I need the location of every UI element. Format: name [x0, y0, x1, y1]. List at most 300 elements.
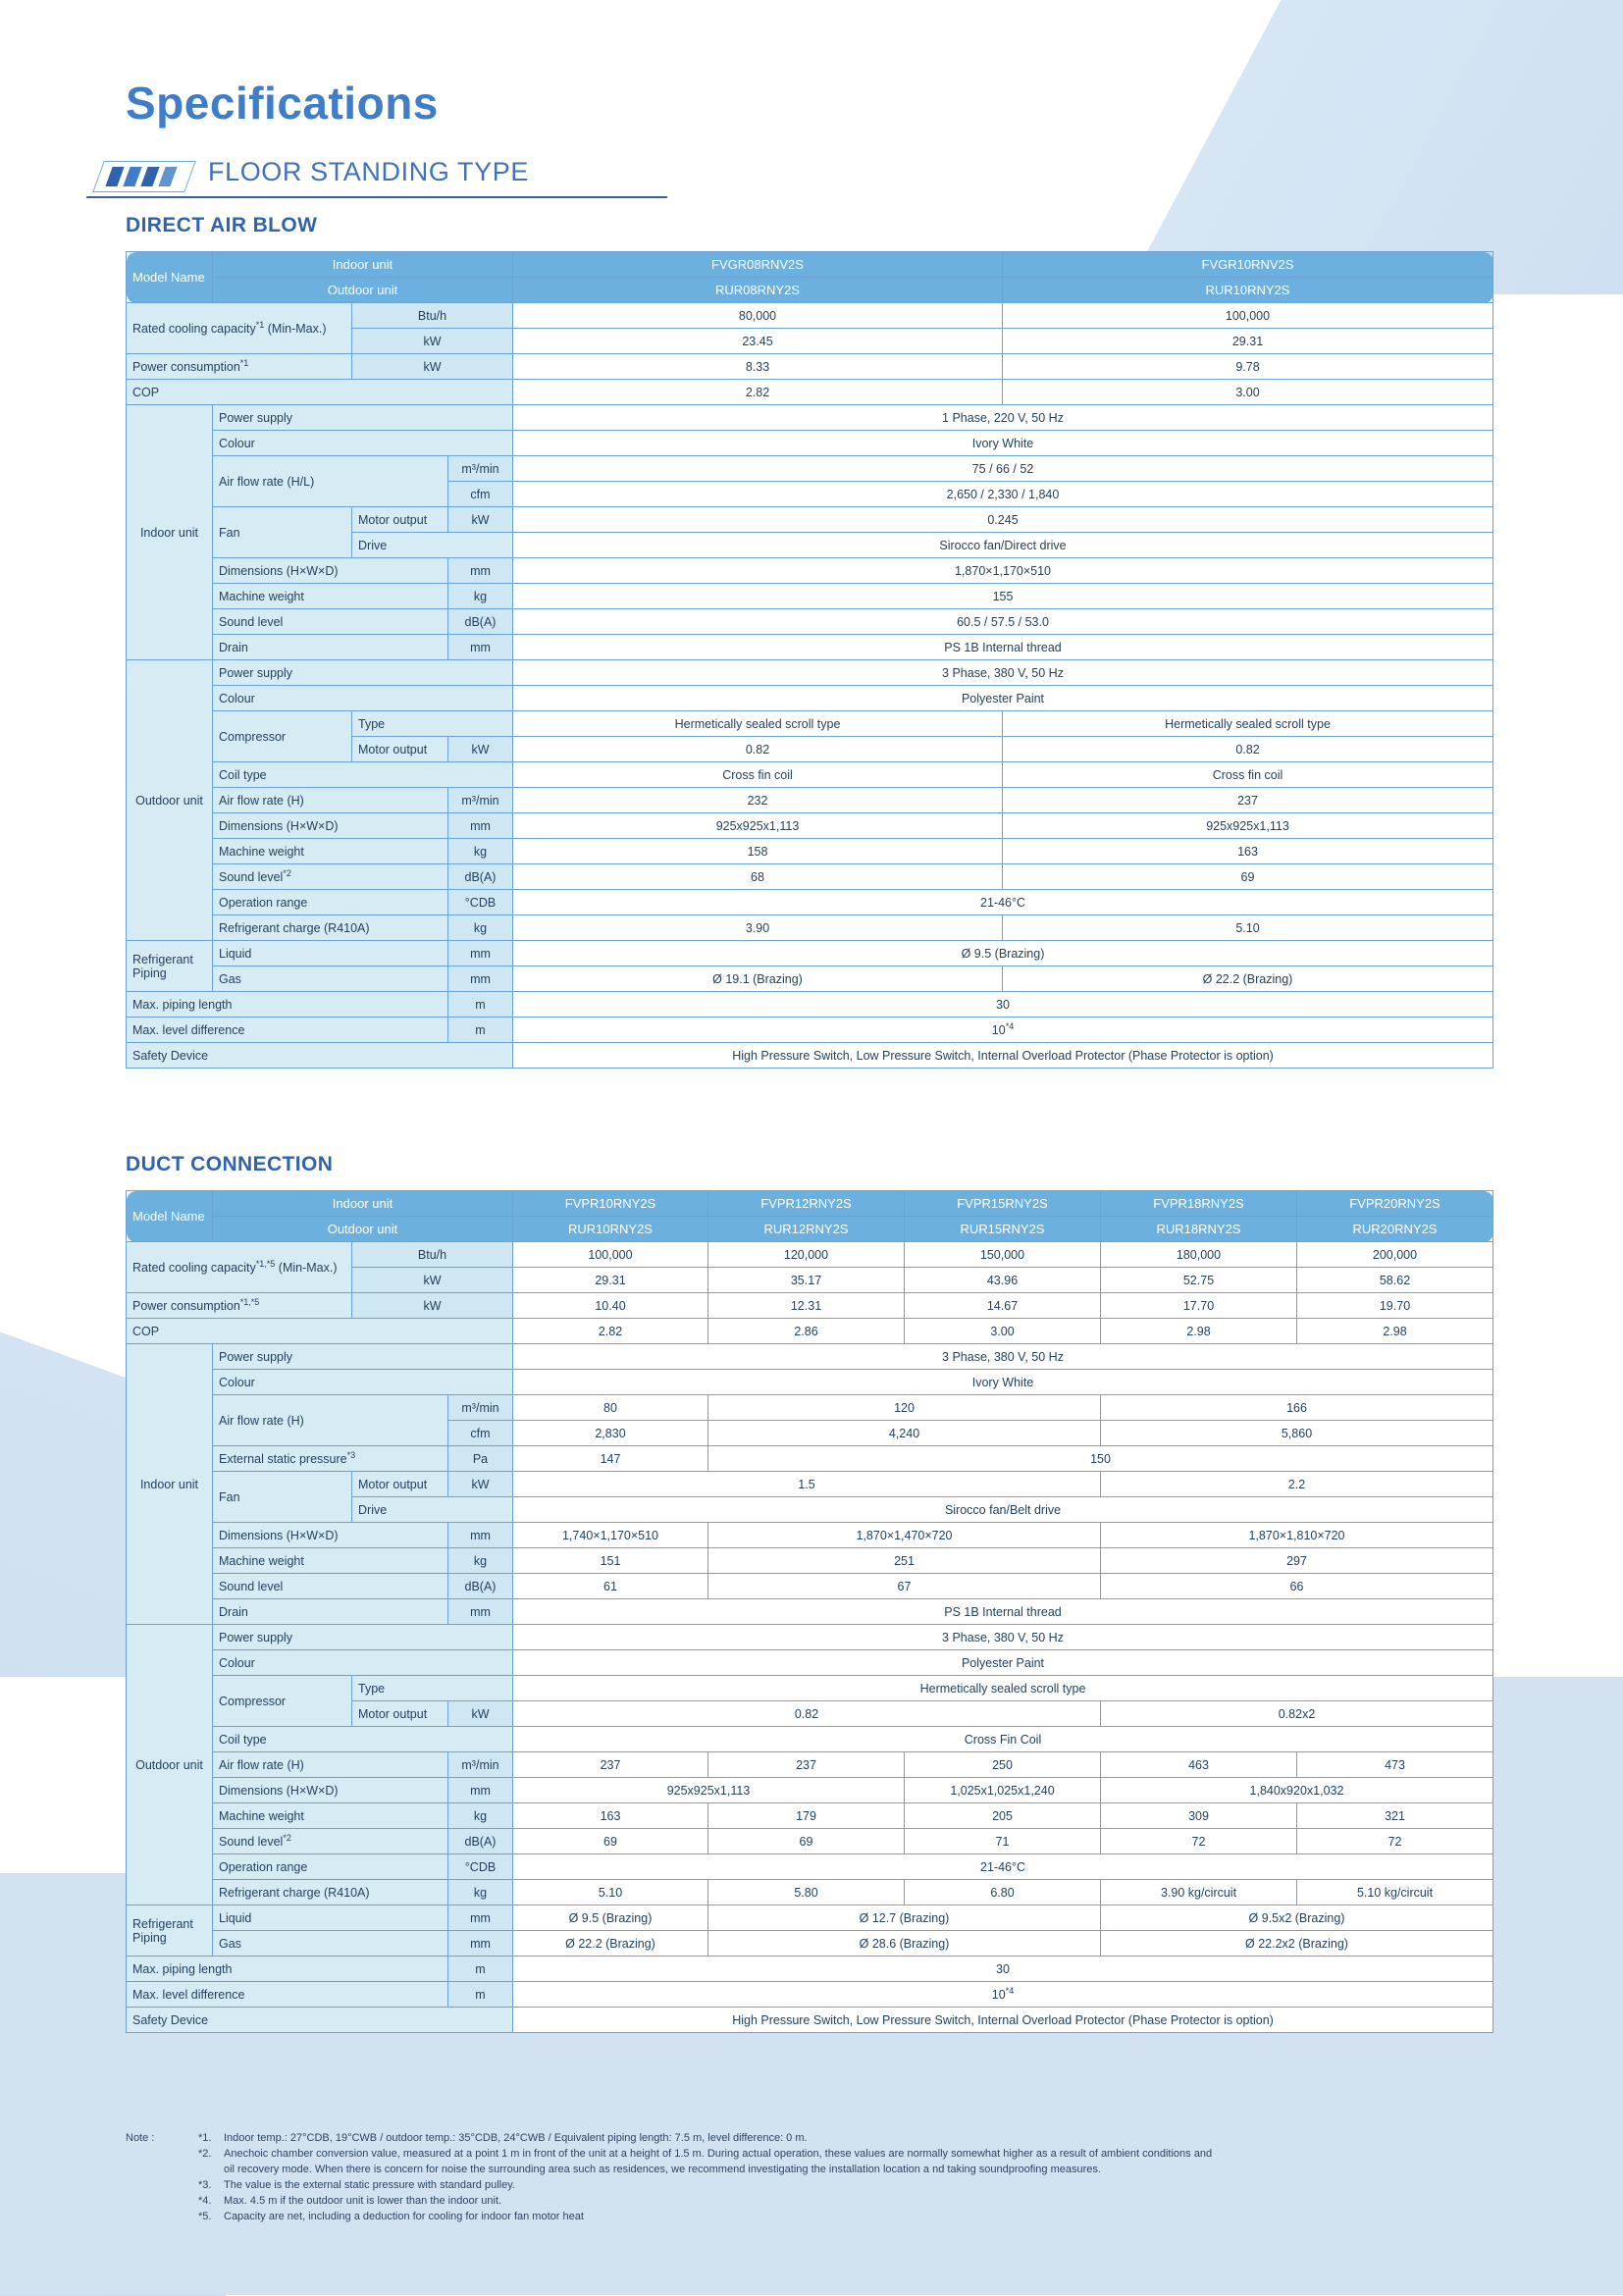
unit-kw: kW — [448, 1701, 513, 1727]
pc-value-4: 19.70 — [1297, 1293, 1493, 1319]
max-piping-length-label: Max. piping length — [127, 992, 448, 1018]
top-right-decoration — [975, 0, 1623, 294]
outdoor-air-flow-2: 250 — [905, 1752, 1101, 1778]
table-header-row-outdoor — [127, 1217, 1493, 1242]
indoor-sound-level-value: 60.5 / 57.5 / 53.0 — [513, 609, 1493, 635]
indoor-esp-label — [213, 1446, 448, 1472]
indoor-air-flow-cfm-1: 4,240 — [708, 1421, 1101, 1446]
outdoor-type-value-1: Hermetically sealed scroll type — [1003, 711, 1493, 737]
indoor-air-flow-m3-0: 80 — [513, 1395, 708, 1421]
outdoor-dimensions-label: Dimensions (H×W×D) — [213, 1778, 448, 1803]
unit-cdb: °CDB — [448, 1854, 513, 1880]
indoor-unit-header: Indoor unit — [213, 252, 513, 278]
table-row — [127, 915, 1493, 941]
outdoor-refrigerant-charge-0: 5.10 — [513, 1880, 708, 1905]
table-row — [127, 839, 1493, 864]
refrigerant-piping-group-label — [127, 941, 213, 992]
table-header-row-indoor — [127, 252, 1493, 278]
outdoor-air-flow-4: 473 — [1297, 1752, 1493, 1778]
rp-line2: Piping — [132, 1930, 167, 1945]
duct-connection-table — [126, 1190, 1493, 2033]
outdoor-refrigerant-charge-4: 5.10 kg/circuit — [1297, 1880, 1493, 1905]
indoor-sound-level-0: 61 — [513, 1574, 708, 1599]
indoor-dimensions-label: Dimensions (H×W×D) — [213, 558, 448, 584]
btu-value-4: 200,000 — [1297, 1242, 1493, 1268]
outdoor-sound-level-1: 69 — [708, 1829, 905, 1854]
indoor-drain-label: Drain — [213, 1599, 448, 1625]
indoor-motor-output-value: 0.245 — [513, 507, 1493, 533]
unit-kg: kg — [448, 1880, 513, 1905]
indoor-dimensions-2: 1,870×1,810×720 — [1101, 1523, 1493, 1548]
indoor-fan-label: Fan — [213, 507, 352, 558]
unit-mm: mm — [448, 966, 513, 992]
outdoor-motor-output-0: 0.82 — [513, 737, 1003, 762]
indoor-power-supply-label: Power supply — [213, 1344, 513, 1370]
pc-value-1: 12.31 — [708, 1293, 905, 1319]
table-row — [127, 584, 1493, 609]
unit-kw: kW — [448, 507, 513, 533]
outdoor-sound-level-0: 68 — [513, 864, 1003, 890]
osl-text: Sound level — [219, 1835, 284, 1850]
unit-btu: Btu/h — [352, 1242, 513, 1268]
outdoor-coil-type-0: Cross fin coil — [513, 762, 1003, 788]
outdoor-machine-weight-4: 321 — [1297, 1803, 1493, 1829]
indoor-sound-level-1: 67 — [708, 1574, 1101, 1599]
pc-value-2: 14.67 — [905, 1293, 1101, 1319]
indoor-dimensions-0: 1,740×1,170×510 — [513, 1523, 708, 1548]
safety-device-value: High Pressure Switch, Low Pressure Switch, Internal Overload Protector (Phase Protector is option) — [513, 2008, 1493, 2033]
footnotes — [126, 2131, 1499, 2225]
stripes-icon — [92, 161, 196, 192]
btu-value-1: 100,000 — [1003, 303, 1493, 329]
unit-kw: kW — [448, 737, 513, 762]
indoor-drive-value: Sirocco fan/Belt drive — [513, 1497, 1493, 1523]
outdoor-air-flow-1: 237 — [1003, 788, 1493, 813]
table-row — [127, 1370, 1493, 1395]
outdoor-machine-weight-label: Machine weight — [213, 839, 448, 864]
footnote-row — [126, 2210, 1499, 2225]
notes-spacer — [126, 2147, 198, 2163]
outdoor-model-0: RUR08RNY2S — [513, 278, 1003, 303]
outdoor-compressor-label: Compressor — [213, 1676, 352, 1727]
table-row — [127, 660, 1493, 686]
notes-lead: Note : — [126, 2132, 155, 2144]
osl-sup: *2 — [283, 868, 291, 879]
table-row — [127, 507, 1493, 533]
footnote-text: Capacity are net, including a deduction for cooling for indoor fan motor heat — [224, 2210, 584, 2222]
indoor-machine-weight-label: Machine weight — [213, 584, 448, 609]
outdoor-dimensions-label: Dimensions (H×W×D) — [213, 813, 448, 839]
max-piping-length-label: Max. piping length — [127, 1957, 448, 1982]
max-level-difference-label: Max. level difference — [127, 1982, 448, 2008]
cop-value-1: 3.00 — [1003, 380, 1493, 405]
unit-cfm: cfm — [448, 482, 513, 507]
notes-spacer — [126, 2194, 198, 2210]
table-row — [127, 711, 1493, 737]
outdoor-air-flow-label: Air flow rate (H) — [213, 1752, 448, 1778]
piping-gas-2: Ø 22.2x2 (Brazing) — [1101, 1931, 1493, 1957]
outdoor-coil-type-value: Cross Fin Coil — [513, 1727, 1493, 1752]
outdoor-machine-weight-1: 179 — [708, 1803, 905, 1829]
pc-value-3: 17.70 — [1101, 1293, 1297, 1319]
indoor-air-flow-m3-1: 120 — [708, 1395, 1101, 1421]
unit-mm: mm — [448, 1905, 513, 1931]
safety-device-label: Safety Device — [127, 1043, 513, 1069]
table-row — [127, 609, 1493, 635]
outdoor-power-supply-label: Power supply — [213, 660, 513, 686]
outdoor-dimensions-0: 925x925x1,113 — [513, 1778, 905, 1803]
cop-label: COP — [127, 1319, 513, 1344]
table-row — [127, 380, 1493, 405]
unit-mm: mm — [448, 813, 513, 839]
rcc-sup: *1 — [255, 320, 265, 331]
indoor-air-flow-m3-value: 75 / 66 / 52 — [513, 456, 1493, 482]
table-row — [127, 1344, 1493, 1370]
btu-value-0: 80,000 — [513, 303, 1003, 329]
outdoor-unit-header: Outdoor unit — [213, 1217, 513, 1242]
pc-value-1: 9.78 — [1003, 354, 1493, 380]
outdoor-model-0: RUR10RNY2S — [513, 1217, 708, 1242]
outdoor-dimensions-1: 1,025x1,025x1,240 — [905, 1778, 1101, 1803]
footnote-key: *3. — [198, 2178, 212, 2191]
footnote-key: *5. — [198, 2210, 212, 2222]
section-banner — [98, 157, 667, 198]
unit-mm: mm — [448, 635, 513, 660]
unit-m3min: m³/min — [448, 1395, 513, 1421]
outdoor-sound-level-label — [213, 1829, 448, 1854]
unit-btu: Btu/h — [352, 303, 513, 329]
table-row — [127, 431, 1493, 456]
model-name-header: Model Name — [127, 1191, 213, 1242]
footnote-text: oil recovery mode. When there is concern for noise the surrounding area such as residences, we recommend investigating the installation location a nd taking soundproofing measures. — [224, 2163, 1101, 2175]
unit-dba: dB(A) — [448, 1574, 513, 1599]
unit-mm: mm — [448, 558, 513, 584]
kw-value-0: 23.45 — [513, 329, 1003, 354]
piping-liquid-1: Ø 12.7 (Brazing) — [708, 1905, 1101, 1931]
table-row — [127, 813, 1493, 839]
indoor-dimensions-value: 1,870×1,170×510 — [513, 558, 1493, 584]
table-row — [127, 1523, 1493, 1548]
table-row — [127, 1854, 1493, 1880]
table-row — [127, 1043, 1493, 1069]
indoor-model-4: FVPR20RNY2S — [1297, 1191, 1493, 1217]
table-row — [127, 1574, 1493, 1599]
unit-kw: kW — [352, 354, 513, 380]
indoor-drive-value: Sirocco fan/Direct drive — [513, 533, 1493, 558]
btu-value-1: 120,000 — [708, 1242, 905, 1268]
indoor-colour-value: Ivory White — [513, 1370, 1493, 1395]
unit-m: m — [448, 992, 513, 1018]
unit-m: m — [448, 1982, 513, 2008]
direct-air-blow-heading: DIRECT AIR BLOW — [126, 214, 318, 236]
table-row — [127, 762, 1493, 788]
rcc-text: Rated cooling capacity — [132, 322, 256, 337]
indoor-air-flow-label: Air flow rate (H) — [213, 1395, 448, 1446]
max-piping-length-value: 30 — [513, 1957, 1493, 1982]
unit-kw: kW — [352, 1293, 513, 1319]
table-row — [127, 303, 1493, 329]
cop-value-1: 2.86 — [708, 1319, 905, 1344]
indoor-drain-value: PS 1B Internal thread — [513, 635, 1493, 660]
indoor-sound-level-2: 66 — [1101, 1574, 1493, 1599]
cop-value-4: 2.98 — [1297, 1319, 1493, 1344]
esp-sup: *3 — [346, 1450, 356, 1461]
outdoor-colour-label: Colour — [213, 686, 513, 711]
footnote-text: Max. 4.5 m if the outdoor unit is lower than the indoor unit. — [224, 2194, 502, 2207]
cop-value-3: 2.98 — [1101, 1319, 1297, 1344]
indoor-model-1: FVGR10RNV2S — [1003, 252, 1493, 278]
table-row — [127, 558, 1493, 584]
indoor-motor-output-label: Motor output — [352, 1472, 448, 1497]
outdoor-unit-group-label: Outdoor unit — [127, 660, 213, 941]
outdoor-air-flow-0: 237 — [513, 1752, 708, 1778]
indoor-drive-label: Drive — [352, 1497, 513, 1523]
outdoor-refrigerant-charge-3: 3.90 kg/circuit — [1101, 1880, 1297, 1905]
unit-mm: mm — [448, 1778, 513, 1803]
outdoor-air-flow-1: 237 — [708, 1752, 905, 1778]
indoor-air-flow-cfm-2: 5,860 — [1101, 1421, 1493, 1446]
outdoor-model-3: RUR18RNY2S — [1101, 1217, 1297, 1242]
footnote-text: The value is the external static pressure with standard pulley. — [224, 2178, 515, 2191]
unit-m: m — [448, 1018, 513, 1043]
unit-cdb: °CDB — [448, 890, 513, 915]
outdoor-colour-value: Polyester Paint — [513, 1650, 1493, 1676]
pc-value-0: 8.33 — [513, 354, 1003, 380]
footnote-row — [126, 2178, 1499, 2194]
table-row — [127, 941, 1493, 966]
table-row — [127, 1650, 1493, 1676]
cop-value-0: 2.82 — [513, 1319, 708, 1344]
unit-m3min: m³/min — [448, 1752, 513, 1778]
indoor-colour-label: Colour — [213, 1370, 513, 1395]
table-row — [127, 1727, 1493, 1752]
outdoor-model-1: RUR12RNY2S — [708, 1217, 905, 1242]
indoor-esp-0: 147 — [513, 1446, 708, 1472]
pc-sup: *1,*5 — [239, 1297, 260, 1308]
mld-text: 10 — [991, 1023, 1006, 1038]
kw-value-1: 29.31 — [1003, 329, 1493, 354]
outdoor-operation-range-value: 21-46°C — [513, 1854, 1493, 1880]
footnote-key: *1. — [198, 2132, 212, 2144]
pc-text: Power consumption — [132, 1299, 240, 1314]
outdoor-colour-value: Polyester Paint — [513, 686, 1493, 711]
outdoor-type-value: Hermetically sealed scroll type — [513, 1676, 1493, 1701]
table-row — [127, 1625, 1493, 1650]
btu-value-2: 150,000 — [905, 1242, 1101, 1268]
outdoor-dimensions-0: 925x925x1,113 — [513, 813, 1003, 839]
unit-dba: dB(A) — [448, 864, 513, 890]
outdoor-motor-output-1: 0.82 — [1003, 737, 1493, 762]
rated-cooling-capacity-label — [127, 1242, 352, 1293]
piping-liquid-value: Ø 9.5 (Brazing) — [513, 941, 1493, 966]
outdoor-dimensions-1: 925x925x1,113 — [1003, 813, 1493, 839]
refrigerant-piping-group-label — [127, 1905, 213, 1957]
outdoor-coil-type-label: Coil type — [213, 762, 513, 788]
outdoor-compressor-label: Compressor — [213, 711, 352, 762]
table-row — [127, 1548, 1493, 1574]
unit-mm: mm — [448, 941, 513, 966]
footnote-text: Indoor temp.: 27°CDB, 19°CWB / outdoor temp.: 35°CDB, 24°CWB / Equivalent piping length: 7.5 m, level difference: 0 m. — [224, 2132, 808, 2144]
indoor-drain-label: Drain — [213, 635, 448, 660]
mld-sup: *4 — [1005, 1986, 1015, 1997]
indoor-model-2: FVPR15RNY2S — [905, 1191, 1101, 1217]
unit-m3min: m³/min — [448, 456, 513, 482]
outdoor-sound-level-3: 72 — [1101, 1829, 1297, 1854]
outdoor-sound-level-label — [213, 864, 448, 890]
unit-mm: mm — [448, 1599, 513, 1625]
indoor-machine-weight-value: 155 — [513, 584, 1493, 609]
max-level-difference-label: Max. level difference — [127, 1018, 448, 1043]
cop-value-0: 2.82 — [513, 380, 1003, 405]
unit-mm: mm — [448, 1931, 513, 1957]
outdoor-machine-weight-label: Machine weight — [213, 1803, 448, 1829]
indoor-model-0: FVPR10RNY2S — [513, 1191, 708, 1217]
outdoor-colour-label: Colour — [213, 1650, 513, 1676]
table-row — [127, 1931, 1493, 1957]
max-level-difference-value — [513, 1018, 1493, 1043]
notes-spacer — [126, 2178, 198, 2194]
outdoor-operation-range-value: 21-46°C — [513, 890, 1493, 915]
indoor-unit-group-label: Indoor unit — [127, 405, 213, 660]
table-row — [127, 354, 1493, 380]
indoor-model-1: FVPR12RNY2S — [708, 1191, 905, 1217]
footnote-key — [198, 2163, 224, 2178]
piping-gas-0: Ø 19.1 (Brazing) — [513, 966, 1003, 992]
outdoor-machine-weight-3: 309 — [1101, 1803, 1297, 1829]
notes-spacer — [126, 2163, 198, 2178]
model-name-header: Model Name — [127, 252, 213, 303]
table-row — [127, 1599, 1493, 1625]
indoor-unit-header: Indoor unit — [213, 1191, 513, 1217]
mld-text: 10 — [991, 1988, 1006, 2003]
rp-line1: Refrigerant — [132, 1916, 193, 1931]
indoor-sound-level-label: Sound level — [213, 1574, 448, 1599]
indoor-machine-weight-0: 151 — [513, 1548, 708, 1574]
unit-kg: kg — [448, 584, 513, 609]
pc-text: Power consumption — [132, 360, 240, 375]
rcc-sup: *1,*5 — [255, 1259, 276, 1270]
duct-connection-heading: DUCT CONNECTION — [126, 1153, 334, 1175]
outdoor-sound-level-1: 69 — [1003, 864, 1493, 890]
footnote-row — [126, 2147, 1499, 2163]
indoor-machine-weight-1: 251 — [708, 1548, 1101, 1574]
max-level-difference-value — [513, 1982, 1493, 2008]
table-row — [127, 456, 1493, 482]
footnote-key: *2. — [198, 2147, 212, 2160]
footnote-row — [126, 2194, 1499, 2210]
section-title: FLOOR STANDING TYPE — [208, 157, 529, 186]
esp-text: External static pressure — [219, 1452, 347, 1467]
table-row — [127, 1905, 1493, 1931]
table-row — [127, 1293, 1493, 1319]
footnote-row — [126, 2163, 1499, 2178]
table-row — [127, 1319, 1493, 1344]
outdoor-model-2: RUR15RNY2S — [905, 1217, 1101, 1242]
outdoor-coil-type-1: Cross fin coil — [1003, 762, 1493, 788]
unit-kg: kg — [448, 915, 513, 941]
power-consumption-label — [127, 1293, 352, 1319]
outdoor-motor-output-label: Motor output — [352, 737, 448, 762]
notes-spacer — [126, 2210, 198, 2225]
outdoor-power-supply-value: 3 Phase, 380 V, 50 Hz — [513, 1625, 1493, 1650]
outdoor-compressor-type-label: Type — [352, 1676, 513, 1701]
indoor-air-flow-m3-2: 166 — [1101, 1395, 1493, 1421]
power-consumption-label — [127, 354, 352, 380]
outdoor-refrigerant-charge-label: Refrigerant charge (R410A) — [213, 915, 448, 941]
unit-cfm: cfm — [448, 1421, 513, 1446]
table-row — [127, 1752, 1493, 1778]
outdoor-motor-output-label: Motor output — [352, 1701, 448, 1727]
footnote-row — [126, 2131, 1499, 2147]
table-row — [127, 2008, 1493, 2033]
unit-m3min: m³/min — [448, 788, 513, 813]
rcc-suffix: (Min-Max.) — [264, 322, 327, 337]
safety-device-label: Safety Device — [127, 2008, 513, 2033]
osl-text: Sound level — [219, 870, 284, 885]
btu-value-3: 180,000 — [1101, 1242, 1297, 1268]
piping-gas-1: Ø 22.2 (Brazing) — [1003, 966, 1493, 992]
indoor-air-flow-cfm-value: 2,650 / 2,330 / 1,840 — [513, 482, 1493, 507]
indoor-dimensions-label: Dimensions (H×W×D) — [213, 1523, 448, 1548]
outdoor-model-4: RUR20RNY2S — [1297, 1217, 1493, 1242]
indoor-air-flow-label: Air flow rate (H/L) — [213, 456, 448, 507]
footnote-text: Anechoic chamber conversion value, measured at a point 1 m in front of the unit at a height of 1.5 m. During actual operation, these values are normally somewhat higher as a result of ambient conditions and — [224, 2147, 1213, 2160]
unit-kw: kW — [448, 1472, 513, 1497]
pc-value-0: 10.40 — [513, 1293, 708, 1319]
kw-value-3: 52.75 — [1101, 1268, 1297, 1293]
piping-liquid-label: Liquid — [213, 941, 448, 966]
table-row — [127, 1880, 1493, 1905]
cop-value-2: 3.00 — [905, 1319, 1101, 1344]
unit-kw: kW — [352, 329, 513, 354]
outdoor-coil-type-label: Coil type — [213, 1727, 513, 1752]
indoor-model-3: FVPR18RNY2S — [1101, 1191, 1297, 1217]
table-row — [127, 1957, 1493, 1982]
outdoor-refrigerant-charge-2: 6.80 — [905, 1880, 1101, 1905]
outdoor-sound-level-4: 72 — [1297, 1829, 1493, 1854]
outdoor-machine-weight-1: 163 — [1003, 839, 1493, 864]
rcc-text: Rated cooling capacity — [132, 1261, 256, 1276]
direct-air-blow-table — [126, 251, 1493, 1069]
outdoor-unit-group-label: Outdoor unit — [127, 1625, 213, 1905]
kw-value-4: 58.62 — [1297, 1268, 1493, 1293]
outdoor-unit-header: Outdoor unit — [213, 278, 513, 303]
rated-cooling-capacity-label — [127, 303, 352, 354]
outdoor-air-flow-0: 232 — [513, 788, 1003, 813]
table-row — [127, 686, 1493, 711]
cop-label: COP — [127, 380, 513, 405]
table-row — [127, 1803, 1493, 1829]
indoor-drain-value: PS 1B Internal thread — [513, 1599, 1493, 1625]
indoor-machine-weight-label: Machine weight — [213, 1548, 448, 1574]
table-row — [127, 1395, 1493, 1421]
btu-value-0: 100,000 — [513, 1242, 708, 1268]
rp-line2: Piping — [132, 965, 167, 980]
indoor-esp-1: 150 — [708, 1446, 1493, 1472]
unit-dba: dB(A) — [448, 609, 513, 635]
outdoor-power-supply-value: 3 Phase, 380 V, 50 Hz — [513, 660, 1493, 686]
indoor-fan-label: Fan — [213, 1472, 352, 1523]
kw-value-1: 35.17 — [708, 1268, 905, 1293]
outdoor-power-supply-label: Power supply — [213, 1625, 513, 1650]
outdoor-model-1: RUR10RNY2S — [1003, 278, 1493, 303]
outdoor-motor-output-0: 0.82 — [513, 1701, 1101, 1727]
table-row — [127, 1778, 1493, 1803]
outdoor-compressor-type-label: Type — [352, 711, 513, 737]
table-header-row-outdoor — [127, 278, 1493, 303]
outdoor-type-value-0: Hermetically sealed scroll type — [513, 711, 1003, 737]
rp-line1: Refrigerant — [132, 952, 193, 966]
